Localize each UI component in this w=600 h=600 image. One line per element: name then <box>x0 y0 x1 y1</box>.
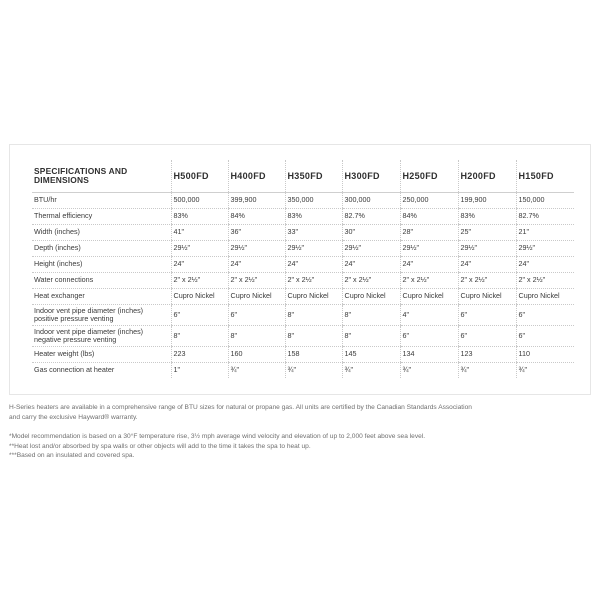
model-header: H500FD <box>171 160 228 193</box>
row-label: Indoor vent pipe diameter (inches) negative pressure venting <box>32 326 171 347</box>
table-cell: 6" <box>228 305 285 326</box>
table-cell: 145 <box>342 347 400 363</box>
table-row <box>32 289 574 305</box>
table-cell: 82.7% <box>516 209 574 225</box>
table-cell: Cupro Nickel <box>458 289 516 305</box>
table-cell: 6" <box>516 305 574 326</box>
table-cell: ¾" <box>458 363 516 379</box>
table-cell: ¾" <box>342 363 400 379</box>
model-header: H250FD <box>400 160 458 193</box>
table-cell: 24" <box>516 257 574 273</box>
row-label: Gas connection at heater <box>34 365 115 375</box>
table-cell: 8" <box>228 326 285 347</box>
table-cell: 29½" <box>400 241 458 257</box>
table-cell: 123 <box>458 347 516 363</box>
notes-section <box>9 403 591 461</box>
table-cell: ¾" <box>228 363 285 379</box>
table-cell: 83% <box>171 209 228 225</box>
model-header: H200FD <box>458 160 516 193</box>
table-row <box>32 273 574 289</box>
table-cell: 2" x 2½" <box>228 273 285 289</box>
table-header-row <box>32 160 574 193</box>
table-cell: 2" x 2½" <box>285 273 342 289</box>
table-cell: ¾" <box>400 363 458 379</box>
table-cell: Cupro Nickel <box>400 289 458 305</box>
table-cell: 2" x 2½" <box>458 273 516 289</box>
table-cell: 134 <box>400 347 458 363</box>
table-cell: 223 <box>171 347 228 363</box>
table-cell: 33" <box>285 225 342 241</box>
table-cell: 110 <box>516 347 574 363</box>
table-cell: 24" <box>171 257 228 273</box>
table-cell: 41" <box>171 225 228 241</box>
table-cell: 29½" <box>458 241 516 257</box>
table-cell: Cupro Nickel <box>228 289 285 305</box>
table-cell: 8" <box>171 326 228 347</box>
table-cell: 4" <box>400 305 458 326</box>
table-cell: 399,900 <box>228 193 285 209</box>
table-cell: 2" x 2½" <box>516 273 574 289</box>
table-cell: 82.7% <box>342 209 400 225</box>
table-cell: Cupro Nickel <box>171 289 228 305</box>
table-cell: 199,900 <box>458 193 516 209</box>
table-cell: 6" <box>171 305 228 326</box>
table-cell: 36" <box>228 225 285 241</box>
specifications-table-body <box>32 193 574 379</box>
table-cell: 8" <box>285 305 342 326</box>
row-label: BTU/hr <box>32 193 171 209</box>
table-cell: 25" <box>458 225 516 241</box>
table-cell: 84% <box>400 209 458 225</box>
table-row <box>32 241 574 257</box>
table-cell: 1" <box>171 363 228 379</box>
table-cell: 8" <box>342 326 400 347</box>
table-cell: 158 <box>285 347 342 363</box>
table-row <box>32 326 574 347</box>
table-cell: 28" <box>400 225 458 241</box>
table-cell: 6" <box>458 305 516 326</box>
table-row <box>32 225 574 241</box>
table-cell: 24" <box>285 257 342 273</box>
table-row <box>32 363 574 379</box>
table-cell: 500,000 <box>171 193 228 209</box>
table-cell: 24" <box>400 257 458 273</box>
table-cell: Cupro Nickel <box>342 289 400 305</box>
table-cell: 83% <box>285 209 342 225</box>
table-cell: 29½" <box>516 241 574 257</box>
row-label: Width (inches) <box>32 225 171 241</box>
table-row <box>32 305 574 326</box>
row-label: Water connections <box>32 273 171 289</box>
table-cell: 24" <box>458 257 516 273</box>
model-header: H150FD <box>516 160 574 193</box>
table-cell: 30" <box>342 225 400 241</box>
table-cell: 21" <box>516 225 574 241</box>
table-cell: 29½" <box>342 241 400 257</box>
model-header: H300FD <box>342 160 400 193</box>
row-label: Heat exchanger <box>32 289 171 305</box>
specifications-table <box>32 160 574 378</box>
table-cell: 8" <box>285 326 342 347</box>
table-cell: 6" <box>516 326 574 347</box>
row-label: Depth (inches) <box>32 241 171 257</box>
model-header: H350FD <box>285 160 342 193</box>
table-cell: 84% <box>228 209 285 225</box>
table-cell: 150,000 <box>516 193 574 209</box>
row-label: Thermal efficiency <box>32 209 171 225</box>
table-corner-heading: SPECIFICATIONS AND DIMENSIONS <box>32 160 171 193</box>
model-header: H400FD <box>228 160 285 193</box>
table-cell: 6" <box>400 326 458 347</box>
spec-sheet-panel <box>9 144 591 395</box>
footnote: **Heat lost and/or absorbed by spa walls or other objects will add to the time it takes the spa to heat up. <box>9 442 311 450</box>
table-cell: 24" <box>228 257 285 273</box>
table-cell: 8" <box>342 305 400 326</box>
table-cell: ¾" <box>285 363 342 379</box>
table-cell: 250,000 <box>400 193 458 209</box>
table-cell: 350,000 <box>285 193 342 209</box>
table-cell: Cupro Nickel <box>285 289 342 305</box>
table-cell: 29½" <box>285 241 342 257</box>
table-cell: 2" x 2½" <box>342 273 400 289</box>
row-label: Height (inches) <box>32 257 171 273</box>
table-cell: 6" <box>458 326 516 347</box>
row-label: Indoor vent pipe diameter (inches) positive pressure venting <box>32 305 171 326</box>
table-row <box>32 257 574 273</box>
table-cell: 2" x 2½" <box>400 273 458 289</box>
table-cell: 300,000 <box>342 193 400 209</box>
intro-text-line: and carry the exclusive Hayward® warranty. <box>9 413 138 421</box>
row-label: Heater weight (lbs) <box>32 347 171 363</box>
table-cell: 29½" <box>228 241 285 257</box>
table-cell: Cupro Nickel <box>516 289 574 305</box>
table-row <box>32 193 574 209</box>
table-row <box>32 347 574 363</box>
table-cell: ¾" <box>516 363 574 379</box>
table-cell: 160 <box>228 347 285 363</box>
footnote: *Model recommendation is based on a 30°F temperature rise, 3½ mph average wind velocity and elevation of up to 2,000 feet above sea level. <box>9 433 426 441</box>
table-row <box>32 209 574 225</box>
intro-text-line: H-Series heaters are available in a comprehensive range of BTU sizes for natural or propane gas. All units are certified by the Canadian Standards Association <box>9 404 472 411</box>
table-cell: 24" <box>342 257 400 273</box>
table-cell: 83% <box>458 209 516 225</box>
footnote: ***Based on an insulated and covered spa. <box>9 452 135 460</box>
table-cell: 29½" <box>171 241 228 257</box>
table-cell: 2" x 2½" <box>171 273 228 289</box>
